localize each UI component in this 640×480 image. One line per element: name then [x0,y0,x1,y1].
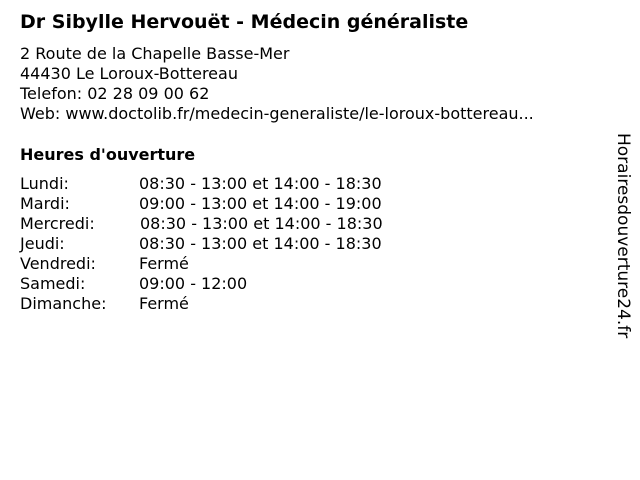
address-city: 44430 Le Loroux-Bottereau [20,64,238,83]
day-hours: Fermé [139,254,189,273]
day-label: Dimanche: [20,294,107,313]
day-hours: 08:30 - 13:00 et 14:00 - 18:30 [139,234,382,253]
site-watermark: Horairesdouverture24.fr [613,133,633,339]
day-hours: 08:30 - 13:00 et 14:00 - 18:30 [139,174,382,193]
contact-block [20,44,534,124]
website-link: Web: www.doctolib.fr/medecin-generaliste/le-loroux-bottereau... [20,104,534,123]
phone-number: Telefon: 02 28 09 00 62 [20,84,210,103]
opening-hours-heading: Heures d'ouverture [20,145,196,164]
day-label: Lundi: [20,174,69,193]
day-hours: Fermé [139,294,189,313]
day-label: Samedi: [20,274,86,293]
day-label: Mardi: [20,194,70,213]
day-hours: 09:00 - 13:00 et 14:00 - 19:00 [139,194,382,213]
day-hours: 09:00 - 12:00 [139,274,248,293]
day-label: Mercredi: [20,214,95,233]
day-label: Jeudi: [20,234,65,253]
day-label: Vendredi: [20,254,96,273]
day-hours: 08:30 - 13:00 et 14:00 - 18:30 [140,214,383,233]
page-title: Dr Sibylle Hervouët - Médecin généraliste [20,11,469,33]
address-street: 2 Route de la Chapelle Basse-Mer [20,44,290,63]
